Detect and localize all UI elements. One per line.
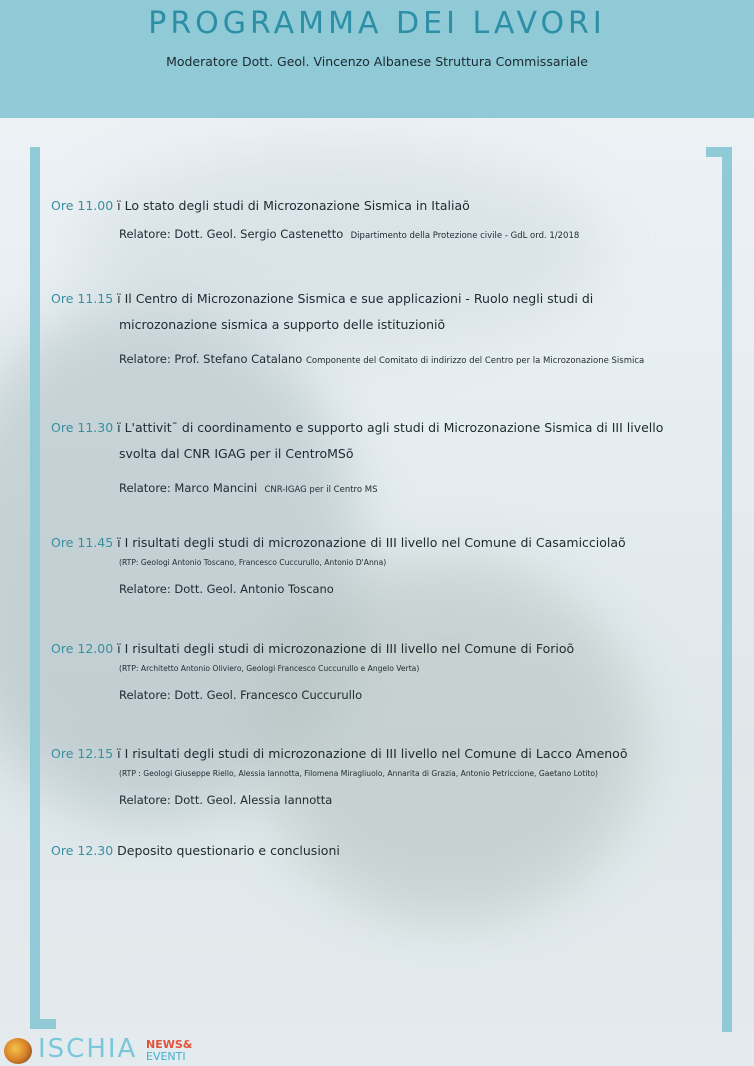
item-title-continued: microzonazione sismica a supporto delle istituzioniõ (119, 317, 446, 332)
item-relatore-note: CNR-IGAG per il Centro MS (264, 485, 378, 495)
item-title: ï I risultati degli studi di microzonazione di III livello nel Comune di Forioõ (113, 641, 575, 656)
item-time: Ore 12.30 (51, 843, 114, 858)
item-time: Ore 11.45 (51, 535, 114, 550)
item-time: Ore 11.30 (51, 420, 114, 435)
logo-main-text: ISCHIA (38, 1034, 138, 1064)
item-title: ï L'attivit¯ di coordinamento e supporto agli studi di Microzonazione Sismica di III livello (113, 420, 664, 435)
item-title: Deposito questionario e conclusioni (113, 843, 340, 858)
item-relatore-note: Dipartimento della Protezione civile - GdL ord. 1/2018 (350, 231, 580, 241)
item-time: Ore 11.15 (51, 291, 114, 306)
item-title: ï Il Centro di Microzonazione Sismica e sue applicazioni - Ruolo negli studi di (113, 291, 594, 306)
item-time: Ore 11.00 (51, 198, 114, 213)
program-item (51, 415, 721, 499)
item-relatore: Relatore: Dott. Geol. Antonio Toscano (119, 582, 334, 596)
item-time: Ore 12.15 (51, 746, 114, 761)
logo-eventi-text: EVENTI (146, 1050, 186, 1063)
program-item (51, 741, 721, 809)
item-time: Ore 12.00 (51, 641, 114, 656)
item-rtp: (RTP : Geologi Giuseppe Riello, Alessia Iannotta, Filomena Miragliuolo, Annarita di Grazia, Antonio Petriccione, Gaetano Lotito) (119, 769, 599, 778)
program-item (51, 636, 721, 704)
header-banner (0, 0, 754, 118)
background-cliff (260, 560, 640, 920)
item-relatore: Relatore: Dott. Geol. Alessia Iannotta (119, 793, 333, 807)
left-bracket (30, 147, 40, 1029)
left-bracket-foot (30, 1019, 56, 1029)
moderator-line: Moderatore Dott. Geol. Vincenzo Albanese Struttura Commissariale (166, 54, 588, 69)
item-title: ï I risultati degli studi di microzonazione di III livello nel Comune di Casamicciolaõ (113, 535, 626, 550)
item-relatore: Relatore: Prof. Stefano Catalano (119, 352, 303, 366)
program-item (51, 530, 721, 598)
item-rtp: (RTP: Geologi Antonio Toscano, Francesco Cuccurullo, Antonio D'Anna) (119, 558, 387, 567)
globe-icon (4, 1038, 32, 1064)
page-title: PROGRAMMA DEI LAVORI (148, 6, 606, 41)
item-title: ï I risultati degli studi di microzonazione di III livello nel Comune di Lacco Amenoõ (113, 746, 628, 761)
footer-logo (0, 1036, 210, 1066)
program-item (51, 286, 721, 370)
item-rtp: (RTP: Architetto Antonio Oliviero, Geologi Francesco Cuccurullo e Angelo Verta) (119, 664, 420, 673)
item-relatore: Relatore: Marco Mancini (119, 481, 258, 495)
item-relatore: Relatore: Dott. Geol. Sergio Castenetto (119, 227, 344, 241)
item-relatore-note: Componente del Comitato di indirizzo del Centro per la Microzonazione Sismica (306, 356, 645, 366)
logo-news-text: NEWS& (146, 1038, 193, 1051)
right-bracket (722, 147, 732, 1032)
program-item (51, 193, 721, 245)
item-relatore: Relatore: Dott. Geol. Francesco Cuccurullo (119, 688, 363, 702)
item-title: ï Lo stato degli studi di Microzonazione Sismica in Italiaõ (113, 198, 470, 213)
program-item (51, 838, 721, 864)
item-title-continued: svolta dal CNR IGAG per il CentroMSõ (119, 446, 354, 461)
right-bracket-top (706, 147, 732, 157)
